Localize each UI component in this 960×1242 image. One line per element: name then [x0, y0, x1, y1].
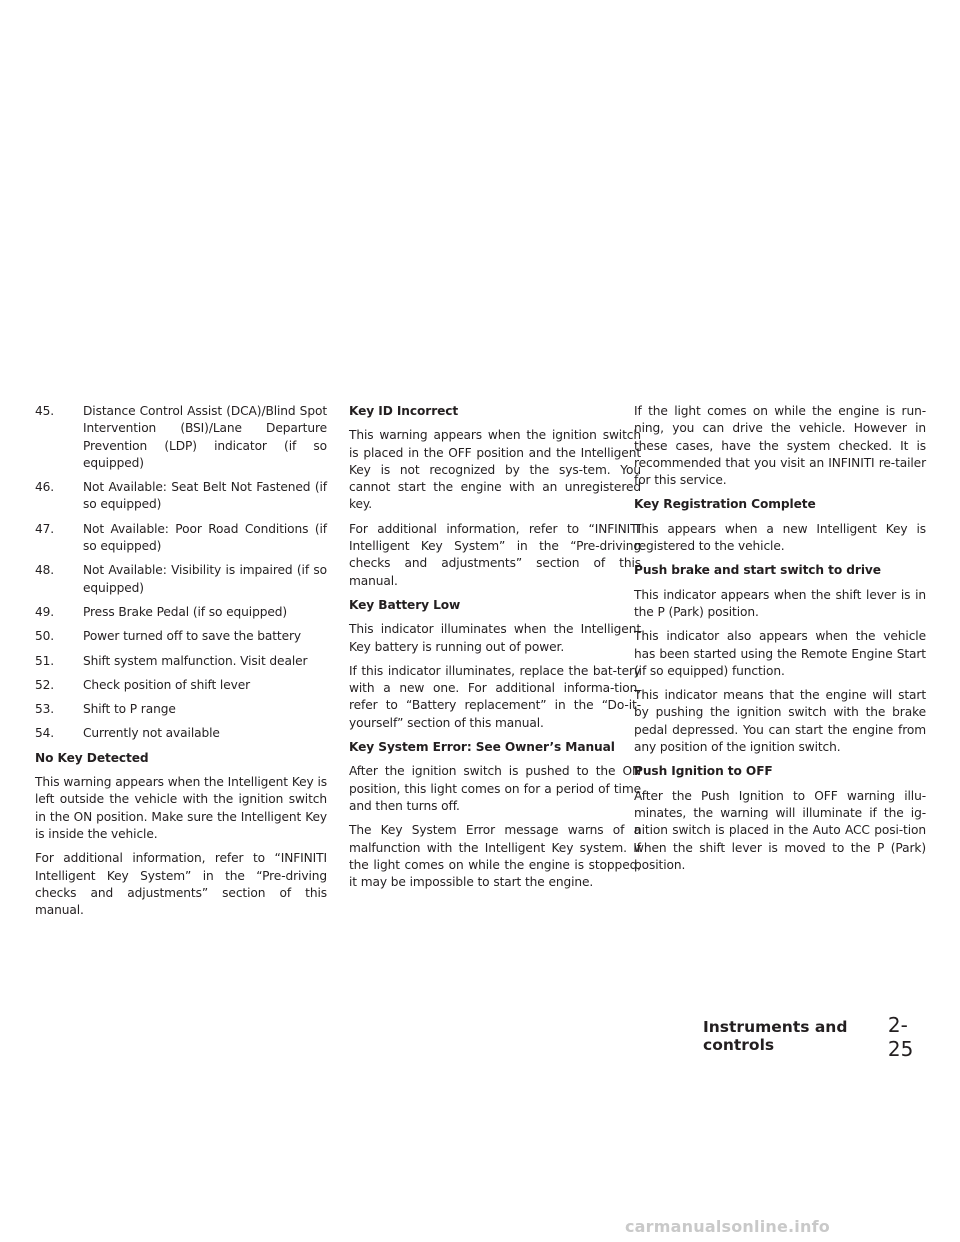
paragraph: This warning appears when the Intelligent Key is left outside the vehicle with the ignition switch in the ON position. Make sure the Intelligent Key is inside the vehicle. [35, 775, 327, 841]
paragraph: After the Push Ignition to OFF warning illu-minates, the warning will illuminate if the ig-nition switch is placed in the Auto ACC posi-tion when the shift lever is moved to the P (Park) position. [634, 788, 926, 872]
paragraph: The Key System Error message warns of a malfunction with the Intelligent Key system. If the light comes on while the engine is stopped, it may be impossible to start the engine. [349, 823, 641, 890]
paragraph: This indicator appears when the shift lever is in the P (Park) position. [634, 587, 926, 619]
heading-key-system-error: Key System Error: See Owner’s Manual [349, 740, 615, 755]
paragraph: This indicator means that the engine will start by pushing the ignition switch with the brake pedal depressed. You can start the engine from any position of the ignition switch. [634, 688, 926, 755]
item-text: Power turned off to save the battery [83, 629, 302, 644]
column-middle [349, 403, 641, 898]
item-text: Shift to P range [83, 702, 176, 717]
list-item [35, 479, 327, 514]
paragraph: If this indicator illuminates, replace the bat-tery with a new one. For additional informa-tion, refer to “Battery replacement” in the “Do-it-yourself” section of this manual. [349, 663, 641, 730]
heading-push-brake-start: Push brake and start switch to drive [634, 563, 881, 578]
list-item [35, 403, 327, 472]
item-number: 50. [35, 629, 55, 644]
item-text: Currently not available [83, 726, 220, 741]
list-item [35, 725, 327, 742]
item-text: Not Available: Visibility is impaired (if so equipped) [83, 563, 327, 595]
item-text: Check position of shift lever [83, 677, 251, 692]
indicator-list [35, 403, 327, 743]
heading-push-ignition-off: Push Ignition to OFF [634, 764, 773, 779]
item-number: 52. [35, 677, 55, 692]
heading-key-registration-complete: Key Registration Complete [634, 497, 816, 512]
paragraph: This indicator also appears when the vehicle has been started using the Remote Engine Start (if so equipped) function. [634, 629, 926, 678]
list-item [35, 521, 327, 556]
list-item [35, 653, 327, 670]
item-number: 48. [35, 563, 55, 578]
paragraph: For additional information, refer to “INFINITI Intelligent Key System” in the “Pre-driving checks and adjustments” section of this manual. [35, 851, 327, 918]
heading-no-key-detected: No Key Detected [35, 750, 149, 765]
paragraph: This warning appears when the ignition switch is placed in the OFF position and the Intelligent Key is not recognized by the sys-tem. You cannot start the engine with an unregistered key. [349, 428, 641, 512]
item-number: 49. [35, 604, 55, 619]
list-item [35, 628, 327, 645]
list-item [35, 677, 327, 694]
item-number: 51. [35, 653, 55, 668]
section-title: Instruments and controls [703, 1018, 848, 1054]
heading-key-battery-low: Key Battery Low [349, 597, 461, 612]
column-left [35, 403, 327, 926]
item-number: 53. [35, 702, 55, 717]
item-text: Press Brake Pedal (if so equipped) [83, 604, 288, 619]
item-text: Shift system malfunction. Visit dealer [83, 653, 308, 668]
paragraph: This appears when a new Intelligent Key is registered to the vehicle. [634, 521, 926, 554]
item-text: Not Available: Seat Belt Not Fastened (if so equipped) [83, 480, 327, 512]
item-number: 54. [35, 726, 55, 741]
item-text: Not Available: Poor Road Conditions (if so equipped) [83, 521, 327, 554]
item-number: 45. [35, 404, 55, 418]
column-right [634, 403, 926, 881]
item-number: 47. [35, 521, 55, 536]
paragraph: After the ignition switch is pushed to the ON position, this light comes on for a period of time and then turns off. [349, 764, 641, 813]
paragraph: If the light comes on while the engine is run-ning, you can drive the vehicle. However in these cases, have the system checked. It is recommended that you visit an INFINITI re-tailer for this service. [634, 404, 926, 488]
watermark: carmanualsonline.info [625, 1217, 830, 1236]
list-item [35, 562, 327, 597]
page-number: 2-25 [887, 1013, 914, 1061]
page-footer [703, 1013, 925, 1061]
list-item [35, 604, 327, 621]
paragraph: For additional information, refer to “INFINITI Intelligent Key System” in the “Pre-driving checks and adjustments” section of this manual. [349, 521, 641, 588]
paragraph: This indicator illuminates when the Intelligent Key battery is running out of power. [349, 622, 641, 654]
item-text: Distance Control Assist (DCA)/Blind Spot Intervention (BSI)/Lane Departure Prevention (LDP) indicator (if so equipped) [83, 404, 327, 470]
item-number: 46. [35, 480, 55, 495]
heading-key-id-incorrect: Key ID Incorrect [349, 404, 459, 418]
list-item [35, 701, 327, 718]
